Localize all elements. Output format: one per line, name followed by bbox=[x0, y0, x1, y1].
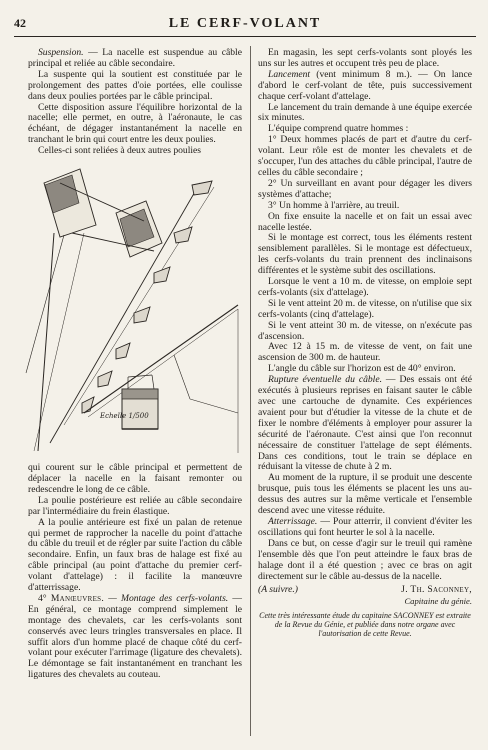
paragraph: On fixe ensuite la nacelle et on fait un essai avec nacelle lestée. bbox=[258, 210, 472, 233]
paragraph: Si le montage est correct, tous les éléments restent sensiblement parallèles. Si le montage est défectueux, les cerfs-volants du train prennent des inclinaisons différentes et le système subit des oscillations. bbox=[258, 232, 472, 277]
paragraph: Celles-ci sont reliées à deux autres poulies bbox=[38, 145, 202, 157]
paragraph: La suspente qui la soutient est constituée par le prolongement des pattes d'oie portées, elle coulisse dans deux poulies portées par le câble principal. bbox=[28, 68, 242, 102]
train-kite-4 bbox=[134, 307, 150, 323]
secondary-cable bbox=[84, 305, 238, 413]
paragraph: Si le vent atteint 20 m. de vitesse, on n'utilise que six cerfs-volants (cinq d'attelage). bbox=[258, 297, 472, 320]
list-item: 1° Deux hommes placés de part et d'autre du cerf-volant. Leur rôle est de monter les chevalets et de s'occuper, l'un des attaches du câble principal, l'autre de celles du câble secondaire ; bbox=[258, 134, 472, 178]
manoeuvres-heading: Manœuvres. bbox=[50, 592, 105, 604]
right-column bbox=[258, 48, 472, 638]
paragraph-text: — Des essais ont été exécutés à plusieurs reprises en faisant sauter le câble avec une cartouche de dynamite. Ces expériences avaient pour but d'étudier la vitesse de la chute et de fixer le nombre d'éléments à employer pour assurer la sécurité de l'aéronaute. C'est ainsi que l'on reconnut nécessaire de constituer l'attelage de sept éléments. Dans ces conditions, tout le train se déplace en réduisant la vitesse de chute à 2 m. bbox=[258, 374, 472, 473]
paragraph-atterrissage bbox=[258, 517, 472, 539]
author-name: J. Th. Saconney, bbox=[401, 584, 472, 596]
paragraph: Avec 12 à 15 m. de vitesse de vent, on fait une ascension de 300 m. de hauteur. bbox=[258, 341, 472, 364]
paragraph-suspension bbox=[28, 48, 242, 70]
kite-train-figure bbox=[24, 163, 242, 455]
signature-row bbox=[258, 585, 472, 596]
paragraph-rupture bbox=[258, 375, 472, 473]
paragraph: En magasin, les sept cerfs-volants sont ployés les uns sur les autres et occupent très peu de place. bbox=[258, 47, 472, 69]
paragraph: Le lancement du train demande à une équipe exercée six minutes. bbox=[258, 101, 472, 124]
paragraph: A la poulie antérieure est fixé un palan de retenue qui permet de rapprocher la nacelle du point d'attache du câble du treuil et de régler par suite l'action du câble secondaire. Enfin, un faux bras de halage est fixé au câble principal (au point d'attache du premier cerf-volant d'attelage) : il facilite la manœuvre d'atterrissage. bbox=[28, 516, 242, 594]
paragraph: Lorsque le vent a 10 m. de vitesse, on emploie sept cerfs-volants (six d'attelage). bbox=[258, 276, 472, 298]
paragraph-text: — La nacelle est suspendue au câble principal et reliée au câble secondaire. bbox=[28, 47, 242, 69]
to-be-continued: (A suivre.) bbox=[258, 584, 298, 596]
train-kite-6 bbox=[98, 371, 112, 387]
paragraph-text: — Pour atterrir, il convient d'éviter les oscillations qui font heurter le sol à la nacelle. bbox=[258, 515, 472, 538]
train-kite-2 bbox=[174, 227, 192, 243]
column-divider bbox=[250, 46, 251, 736]
montage-subheading: — Montage des cerfs-volants. bbox=[104, 592, 229, 604]
atterrissage-heading: Atterrissage. bbox=[268, 515, 318, 527]
paragraph: Au moment de la rupture, il se produit une descente brusque, puis tous les éléments se placent les uns au-dessus des autres sur la même verticale et l'ensemble descend avec une vitesse réduite. bbox=[258, 472, 472, 517]
paragraph-manoeuvres bbox=[28, 594, 242, 681]
paragraph: Dans ce but, on cesse d'agir sur le treuil qui ramène l'ensemble dès que l'on peut atteindre le faux bras de halage dont il a été question ; avec ce bras on agit directement sur le câble au-dessus de la nacelle. bbox=[258, 537, 472, 582]
journal-title: LE CERF-VOLANT bbox=[168, 16, 322, 31]
editor-note: Cette très intéressante étude du capitaine SACONNEY est extraite de la Revue du Génie, et publiée dans notre organe avec l'autorisation de cette Revue. bbox=[259, 611, 471, 639]
paragraph: qui courent sur le câble principal et permettent de déplacer la nacelle en la faisant remonter ou redescendre le long de ce câble. bbox=[28, 462, 242, 495]
rupture-heading: Rupture éventuelle du câble. bbox=[268, 374, 382, 386]
train-kite-5 bbox=[116, 343, 130, 359]
list-item: 3° Un homme à l'arrière, au treuil. bbox=[268, 199, 400, 211]
paragraph-text: — En général, ce montage comprend simplement le montage des chevalets, car les cerfs-volants sont conservés avec leurs tringles transversales en place. Il suffit alors d'un homme placé de chaque côté du cerf-volant pour exécuter l'arrimage (ligature des chevalets). Le démontage se fait instantanément en tranchant les ligatures des chevalets au couteau. bbox=[28, 592, 242, 681]
paragraph: Si le vent atteint 30 m. de vitesse, on n'exécute pas d'ascension. bbox=[258, 319, 472, 342]
paragraph-lancement bbox=[258, 70, 472, 103]
author-role: Capitaine du génie. bbox=[404, 596, 472, 607]
list-item: 2° Un surveillant en avant pour dégager les divers systèmes d'attache; bbox=[258, 177, 472, 200]
paragraph: La poulie postérieure est reliée au câble secondaire par l'intermédiaire du frein élastique. bbox=[28, 494, 242, 517]
lancement-heading: Lancement bbox=[268, 68, 311, 80]
section-number: 4° bbox=[38, 592, 47, 604]
page-header bbox=[14, 16, 476, 37]
train-kite-1 bbox=[192, 181, 212, 195]
suspension-heading: Suspension. bbox=[38, 47, 84, 58]
page-number: 42 bbox=[14, 16, 26, 30]
paragraph: Cette disposition assure l'équilibre horizontal de la nacelle; elle permet, en outre, à l'aéronaute, le cas échéant, de dégager instantanément la nacelle en tranchant le brin qui court entre les deux poulies. bbox=[28, 101, 242, 146]
figure-scale-caption: Echelle 1/500 bbox=[100, 412, 149, 421]
main-cable bbox=[38, 233, 54, 451]
left-column bbox=[28, 48, 242, 681]
paragraph: L'angle du câble sur l'horizon est de 40° environ. bbox=[268, 363, 456, 375]
paragraph: L'équipe comprend quatre hommes : bbox=[268, 123, 409, 135]
paragraph-text: (vent minimum 8 m.). — On lance d'abord le cerf-volant de tête, puis successivement chaque cerf-volant d'attelage. bbox=[258, 68, 472, 102]
